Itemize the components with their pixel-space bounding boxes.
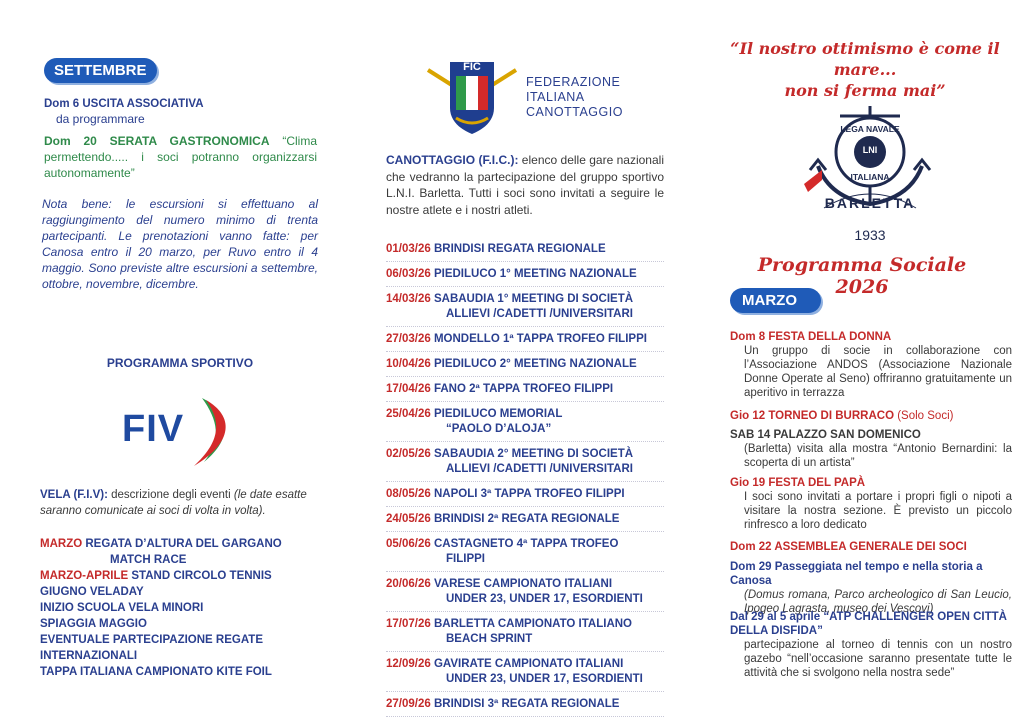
race-separator — [386, 506, 664, 507]
race-name-line2: UNDER 23, UNDER 17, ESORDIENTI — [446, 673, 643, 685]
program-title: Programma Sociale 2026 — [757, 254, 967, 298]
race-separator — [386, 376, 664, 377]
sport-event-text: STAND CIRCOLO TENNIS — [128, 570, 272, 582]
race-date: 02/05/26 — [386, 448, 431, 460]
race-name: CASTAGNETO 4ª TAPPA TROFEO — [433, 538, 619, 550]
race-line — [386, 357, 676, 372]
sport-event-item — [110, 553, 186, 567]
race-name: BRINDISI 3ª REGATA REGIONALE — [433, 698, 620, 710]
marzo-event-title: Passeggiata nel tempo e nella storia a Canosa — [730, 561, 983, 587]
race-row — [386, 267, 676, 282]
race-name: PIEDILUCO 1° MEETING NAZIONALE — [433, 268, 637, 280]
race-name-line2: “PAOLO D’ALOJA” — [446, 423, 552, 435]
fic-name-line1: FEDERAZIONE — [526, 75, 621, 89]
marzo-event-extra: (Solo Soci) — [894, 410, 954, 422]
race-name: PIEDILUCO 2° MEETING NAZIONALE — [433, 358, 637, 370]
sport-event-text: REGATA D’ALTURA DEL GARGANO — [82, 538, 282, 550]
escursioni-note: Nota bene: le escursioni si effettuano al raggiungimento del numero minimo di trenta partecipanti. Le prenotazioni vanno fatte: per Canosa entro il 20 marzo, per Ruvo entro il 4 maggio. Sono previste altre escursioni a settembre, ottobre, novembre, dicembre. — [42, 197, 318, 291]
marzo-event-header — [730, 476, 1012, 490]
marzo-event-day: SAB 14 — [730, 429, 771, 441]
sport-event-item — [40, 537, 282, 551]
fic-name — [526, 75, 623, 120]
race-row — [386, 577, 676, 607]
event-uscita-title: Dom 6 USCITA ASSOCIATIVA — [44, 98, 204, 110]
sport-event-item — [40, 665, 272, 679]
race-line — [386, 332, 676, 347]
sport-event-item — [40, 649, 137, 663]
sport-event-month: MARZO — [40, 538, 83, 550]
fic-name-line2: ITALIANA — [526, 90, 585, 104]
sport-event-item — [40, 585, 144, 599]
marzo-event-body: I soci sono invitati a portare i propri figli o nipoti a visitare la nostra sezione. È previsto un piccolo rinfresco a loro dedicato — [744, 491, 1012, 531]
marzo-event-title: ASSEMBLEA GENERALE DEI SOCI — [774, 541, 967, 553]
race-row — [386, 697, 676, 712]
motto-line1: “Il nostro ottimismo è come il mare... — [730, 39, 1000, 79]
race-date: 25/04/26 — [386, 408, 431, 420]
race-name: SABAUDIA 1° MEETING DI SOCIETÀ — [433, 293, 634, 305]
lni-emblem — [800, 100, 940, 210]
race-line — [386, 512, 676, 527]
race-line — [386, 447, 676, 462]
marzo-event-body: (Barletta) visita alla mostra “Antonio Bernardini: la scoperta di un artista” — [744, 443, 1012, 469]
sport-event-item — [40, 601, 203, 615]
race-date: 12/09/26 — [386, 658, 431, 670]
race-line — [386, 537, 676, 552]
fiv-logo — [122, 380, 242, 470]
fic-badge-text: FIC — [463, 61, 481, 73]
race-date: 05/06/26 — [386, 538, 431, 550]
race-line — [386, 267, 676, 282]
vela-text: descrizione degli eventi — [107, 489, 234, 501]
race-line — [386, 242, 676, 257]
marzo-event-header — [730, 560, 1012, 588]
motto-quote — [720, 38, 1010, 101]
race-name: NAPOLI 3ª TAPPA TROFEO FILIPPI — [433, 488, 625, 500]
race-row — [386, 512, 676, 527]
race-row — [386, 657, 676, 687]
race-date: 27/09/26 — [386, 698, 431, 710]
race-date: 10/04/26 — [386, 358, 431, 370]
race-separator — [386, 531, 664, 532]
month-badge-settembre: SETTEMBRE — [44, 58, 157, 83]
event-serata — [44, 133, 317, 181]
race-row — [386, 617, 676, 647]
race-row — [386, 447, 676, 477]
race-name-line2: ALLIEVI /CADETTI /UNIVERSITARI — [446, 308, 633, 320]
marzo-event — [730, 476, 1012, 532]
race-row — [386, 242, 676, 257]
race-date: 14/03/26 — [386, 293, 431, 305]
fiv-logo-text: FIV — [122, 408, 185, 450]
race-separator — [386, 326, 664, 327]
race-separator — [386, 351, 664, 352]
marzo-event — [730, 409, 1012, 423]
race-name: PIEDILUCO MEMORIAL — [433, 408, 563, 420]
race-row — [386, 332, 676, 347]
sport-event-text: EVENTUALE PARTECIPAZIONE REGATE — [40, 634, 263, 646]
race-name: BARLETTA CAMPIONATO ITALIANO — [433, 618, 633, 630]
sport-event-item — [40, 617, 147, 631]
marzo-event — [730, 560, 1012, 616]
race-separator — [386, 716, 664, 717]
marzo-event-day: Dom 8 — [730, 331, 766, 343]
sport-event-text: INTERNAZIONALI — [40, 650, 138, 662]
race-line — [386, 697, 676, 712]
motto-line2: non si ferma mai” — [784, 81, 946, 100]
emblem-monogram: LNI — [862, 145, 878, 155]
marzo-event-title: FESTA DELLA DONNA — [768, 331, 892, 343]
event-uscita-sub: da programmare — [56, 112, 145, 126]
marzo-event — [730, 540, 1012, 554]
marzo-event — [730, 428, 1012, 470]
marzo-event-body: Un gruppo di socie in collaborazione con l’Associazione ANDOS (Associazione Nazionale Donne Operate al Seno) offriranno gratuitamente un aperitivo in terrazza — [744, 345, 1012, 399]
event-serata-text: “Clima permettendo..... i soci potranno organizzarsi autonomamente” — [44, 134, 317, 180]
marzo-event-title: TORNEO DI BURRACO — [768, 410, 895, 422]
race-name: GAVIRATE CAMPIONATO ITALIANI — [433, 658, 624, 670]
race-row — [386, 292, 676, 322]
event-serata-title: Dom 20 SERATA GASTRONOMICA — [44, 134, 270, 148]
race-date: 20/06/26 — [386, 578, 431, 590]
marzo-event-day: Gio 19 — [730, 477, 766, 489]
canottaggio-intro — [386, 152, 664, 218]
race-date: 17/07/26 — [386, 618, 431, 630]
sport-event-item — [40, 569, 272, 583]
marzo-event-header — [730, 409, 1012, 423]
sport-program-heading: PROGRAMMA SPORTIVO — [106, 356, 254, 370]
emblem-top-text: LEGA NAVALE — [840, 124, 900, 134]
race-separator — [386, 441, 664, 442]
canottaggio-lead: CANOTTAGGIO (F.I.C.): — [386, 153, 519, 167]
race-separator — [386, 651, 664, 652]
marzo-event — [730, 330, 1012, 400]
marzo-event-day: Dom 29 — [730, 561, 772, 573]
race-line — [386, 407, 676, 422]
race-separator — [386, 401, 664, 402]
marzo-event-title: “ATP CHALLENGER OPEN CITTÀ DELLA DISFIDA” — [730, 611, 1007, 637]
fic-name-line3: CANOTTAGGIO — [526, 105, 623, 119]
emblem-year: 1933 — [854, 227, 886, 243]
race-date: 01/03/26 — [386, 243, 431, 255]
race-name: MONDELLO 1ª TAPPA TROFEO FILIPPI — [433, 333, 647, 345]
race-row — [386, 382, 676, 397]
marzo-event-day: Dom 22 — [730, 541, 772, 553]
race-name: BRINDISI 2ª REGATA REGIONALE — [433, 513, 620, 525]
marzo-event-title: PALAZZO SAN DOMENICO — [773, 429, 921, 441]
race-name-line2: UNDER 23, UNDER 17, ESORDIENTI — [446, 593, 643, 605]
fic-logo — [426, 58, 518, 138]
left-panel — [0, 0, 340, 724]
sport-event-text: INIZIO SCUOLA VELA MINORI — [40, 602, 204, 614]
marzo-event-header — [730, 610, 1012, 638]
race-name: FANO 2ª TAPPA TROFEO FILIPPI — [433, 383, 614, 395]
canottaggio-text: elenco delle gare nazionali che vedranno la partecipazione del gruppo sportivo L.N.I. Barletta. Tutti i soci sono invitati a seguire le nostre atlete e i nostri atleti. — [386, 153, 664, 217]
race-date: 06/03/26 — [386, 268, 431, 280]
race-date: 08/05/26 — [386, 488, 431, 500]
race-separator — [386, 571, 664, 572]
race-line — [386, 487, 676, 502]
race-separator — [386, 286, 664, 287]
vela-description — [40, 487, 322, 519]
marzo-event-day: Dal 29 al 5 aprile — [730, 611, 821, 623]
race-line — [386, 577, 676, 592]
race-date: 27/03/26 — [386, 333, 431, 345]
month-badge-marzo: MARZO — [730, 288, 821, 313]
race-name-line2: FILIPPI — [446, 553, 485, 565]
emblem-bottom-text: ITALIANA — [850, 172, 890, 182]
race-date: 17/04/26 — [386, 383, 431, 395]
race-name: SABAUDIA 2° MEETING DI SOCIETÀ — [433, 448, 634, 460]
race-row — [386, 487, 676, 502]
race-name: BRINDISI REGATA REGIONALE — [433, 243, 606, 255]
race-name-line2: ALLIEVI /CADETTI /UNIVERSITARI — [446, 463, 633, 475]
race-line — [386, 617, 676, 632]
right-panel — [680, 0, 1024, 724]
race-date: 24/05/26 — [386, 513, 431, 525]
marzo-event-header — [730, 330, 1012, 344]
marzo-event — [730, 610, 1012, 680]
anchor-emblem-icon — [800, 100, 940, 210]
race-line — [386, 382, 676, 397]
marzo-event-header — [730, 428, 1012, 442]
race-separator — [386, 481, 664, 482]
sport-event-text: TAPPA ITALIANA CAMPIONATO KITE FOIL — [40, 666, 272, 678]
race-row — [386, 537, 676, 567]
race-line — [386, 292, 676, 307]
race-name: VARESE CAMPIONATO ITALIANI — [433, 578, 613, 590]
race-name-line2: BEACH SPRINT — [446, 633, 533, 645]
sport-event-text: MATCH RACE — [110, 554, 187, 566]
vela-note: (le date esatte saranno comunicate ai soci di volta in volta). — [40, 489, 307, 517]
race-row — [386, 357, 676, 372]
marzo-event-title: FESTA DEL PAPÀ — [768, 477, 866, 489]
sport-event-item — [40, 633, 263, 647]
marzo-event-body: partecipazione al torneo di tennis con un nostro gazebo “nell’occasione saranno presentate tutte le attività che si svolgono nella nostra sede” — [744, 639, 1012, 679]
race-separator — [386, 691, 664, 692]
marzo-event-body: (Domus romana, Parco archeologico di San Leucio, Ipogeo Lagrasta, museo dei Vescovi) — [744, 589, 1012, 615]
race-row — [386, 407, 676, 437]
marzo-event-header — [730, 540, 1012, 554]
emblem-city: BARLETTA — [824, 195, 916, 211]
vela-lead: VELA (F.I.V): — [40, 489, 108, 501]
sport-event-text: SPIAGGIA MAGGIO — [40, 618, 147, 630]
marzo-event-day: Gio 12 — [730, 410, 766, 422]
race-separator — [386, 261, 664, 262]
race-line — [386, 657, 676, 672]
race-separator — [386, 611, 664, 612]
sport-event-month: MARZO-APRILE — [40, 570, 129, 582]
middle-panel — [340, 0, 680, 724]
sport-event-text: GIUGNO VELADAY — [40, 586, 144, 598]
